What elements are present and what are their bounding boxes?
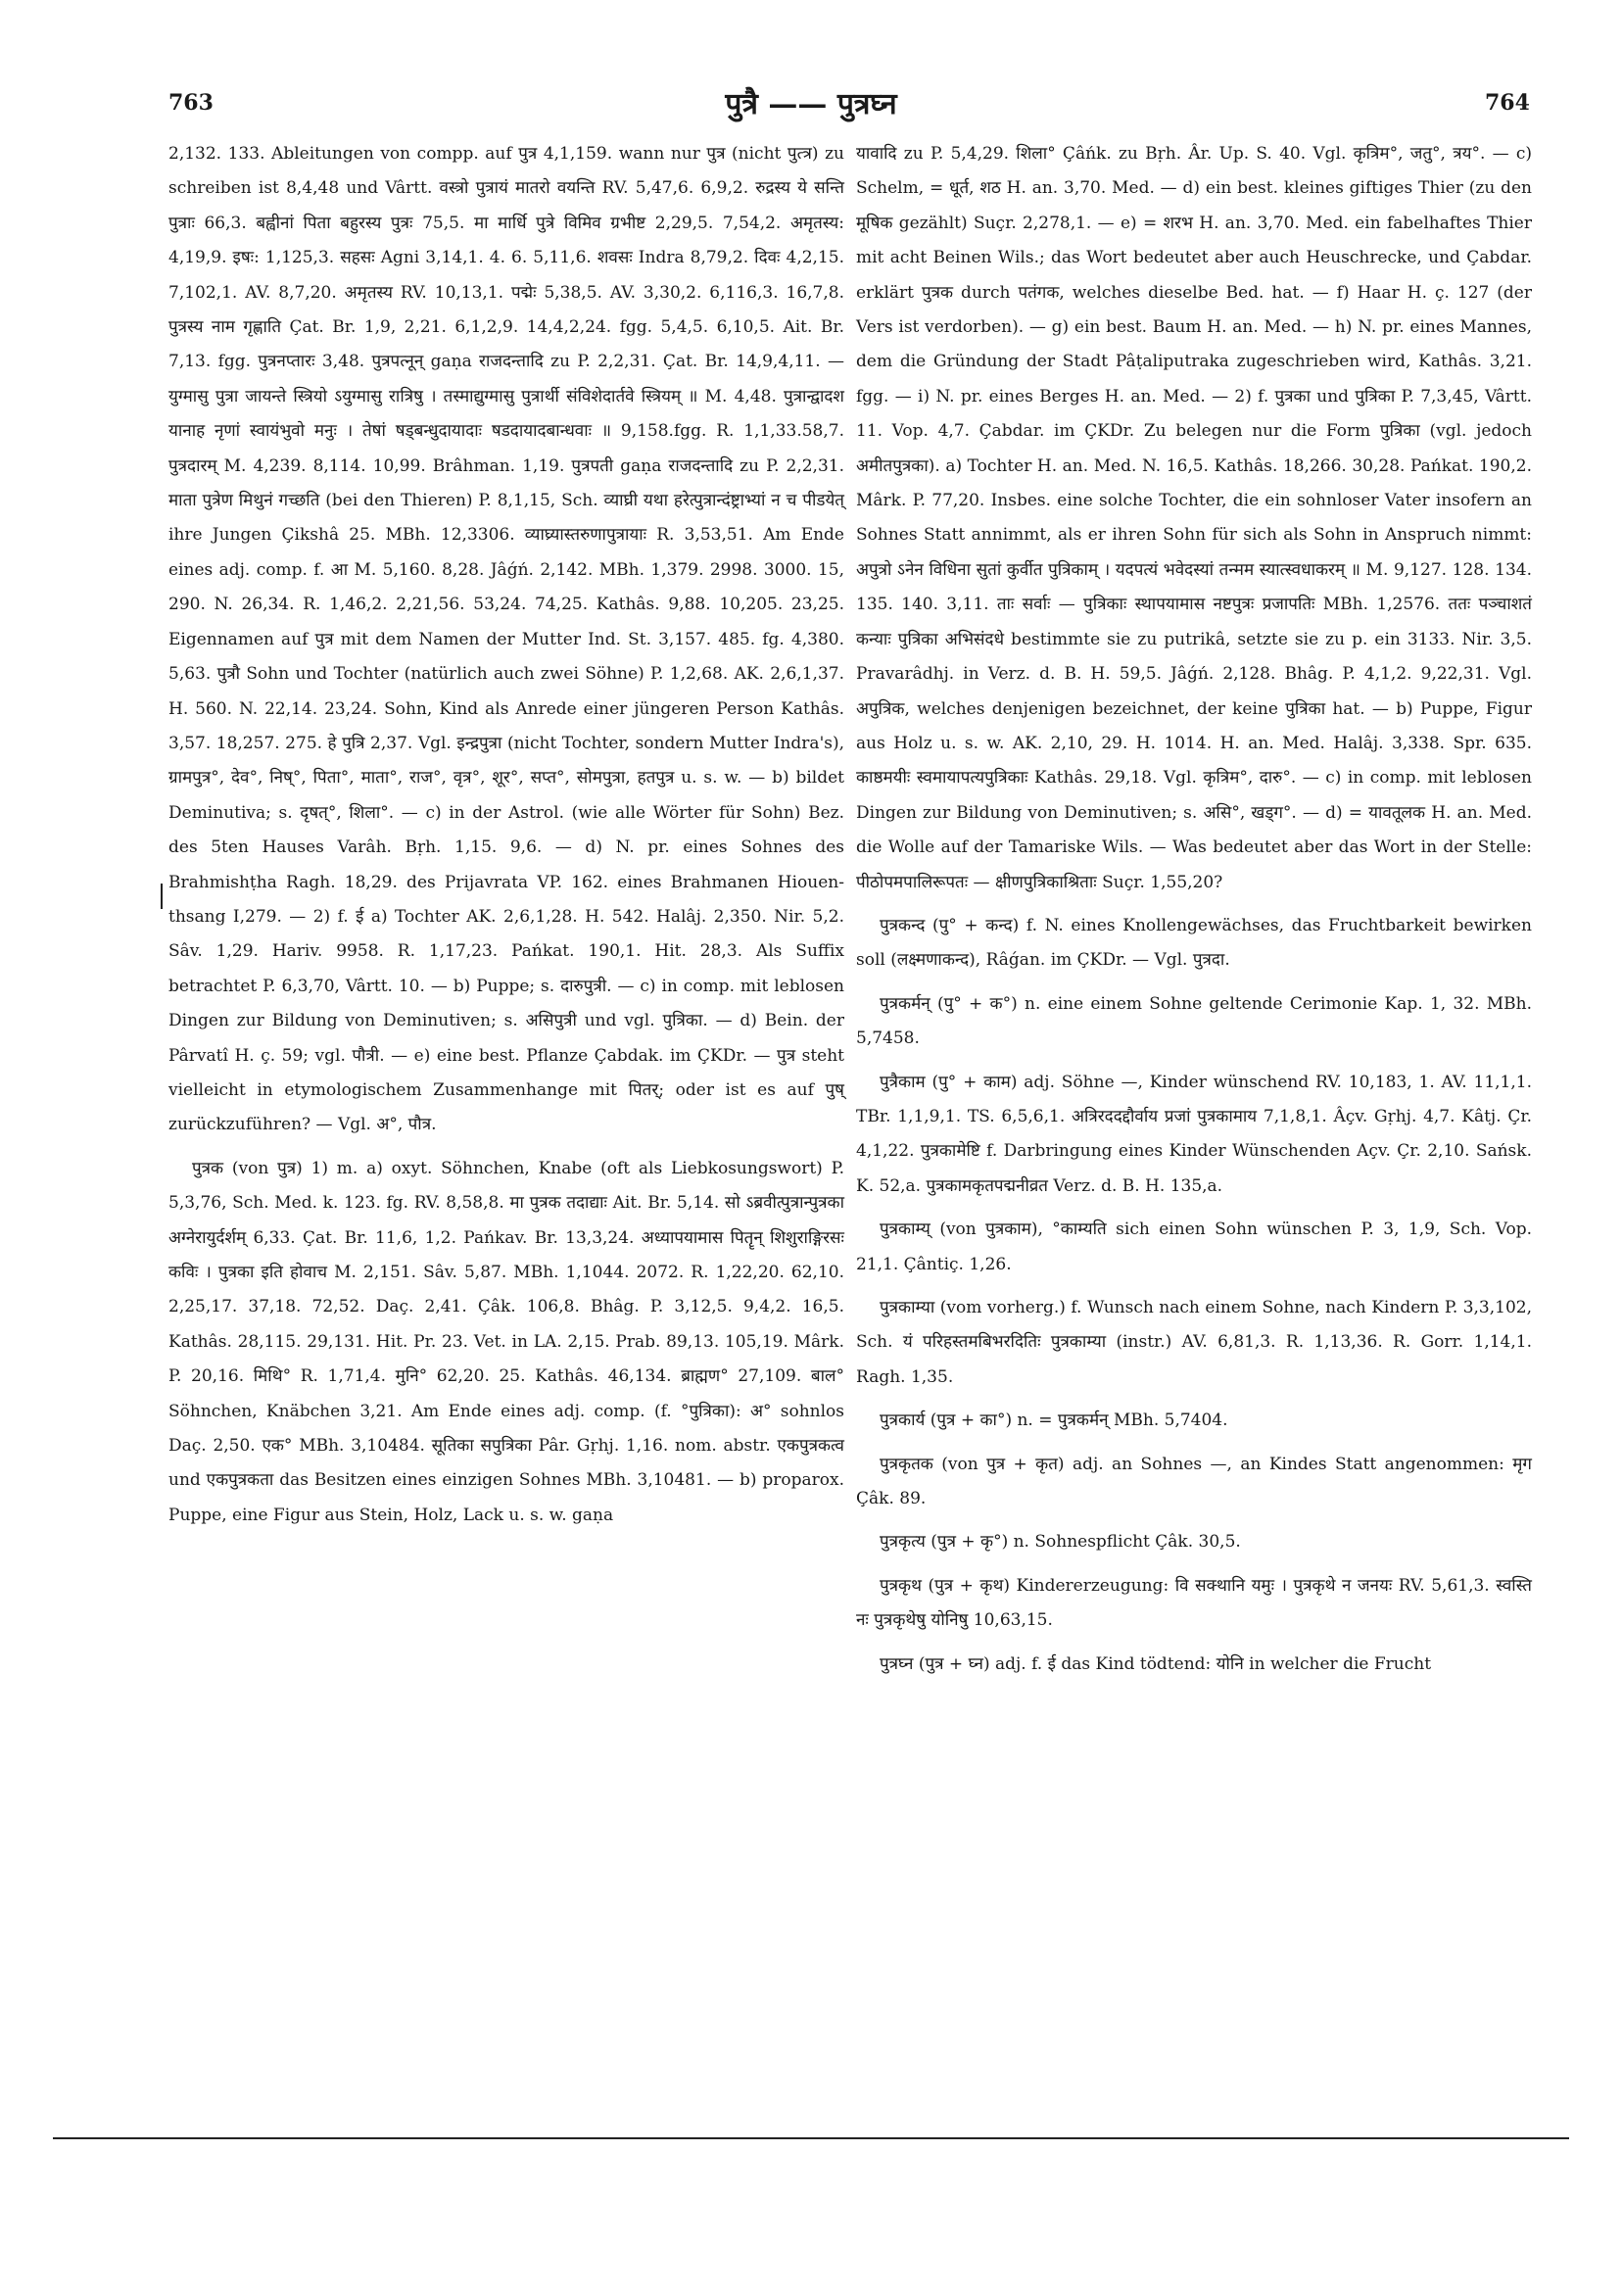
entry-putrakrtya: पुत्रकृत्य (पुत्र + कृ°) n. Sohnespflicht Çâk. 30,5. <box>880 1532 1241 1553</box>
page-number-left: 763 <box>168 90 214 116</box>
entry-putrakrtaka: पुत्रकृतक (von पुत्र + कृत) adj. an Sohnes —, an Kindes Statt angenommen: मृग Çâk. 89. <box>856 1454 1532 1509</box>
footer-rule <box>53 2137 1569 2139</box>
margin-mark <box>161 884 163 909</box>
entry-putrakarman: पुत्रकर्मन् (पु° + क°) n. eine einem Sohne geltende Cerimonie Kap. 1, 32. MBh. 5,7458. <box>856 993 1532 1049</box>
right-column <box>856 137 1532 1682</box>
entry-putrakrtha: पुत्रकृथ (पुत्र + कृथ) Kindererzeugung: वि सक्थानि यमुः । पुत्रकृथे न जनयः RV. 5,61,3. स्वस्ति नः पुत्रकृथेषु योनिषु 10,63,15. <box>856 1575 1532 1631</box>
entry-putraghna: पुत्रघ्न (पुत्र + घ्न) adj. f. ई das Kind tödtend: योनि in welcher die Frucht <box>880 1653 1432 1674</box>
entry-putraka: पुत्रक (von पुत्र) 1) m. a) oxyt. Söhnchen, Knabe (oft als Liebkosungswort) P. 5,3,76, Sch. Med. k. 123. fg. RV. 8,58,8. मा पुत्रक तदाद्याः Ait. Br. 5,14. सो ऽब्रवीत्पुत्रान्पुत्रका अग्नेरायुर्दर्शम् 6,33. Çat. Br. 11,6, 1,2. Pańkav. Br. 13,3,24. अध्यापयामास पितॄन् शिशुराङ्गिरसः कविः । पुत्रका इति होवाच M. 2,151. Sâv. 5,87. MBh. 1,1044. 2072. R. 1,22,20. 62,10. 2,25,17. 37,18. 72,52. Daç. 2,41. Çâk. 106,8. Bhâg. P. 3,12,5. 9,4,2. 16,5. Kathâs. 28,115. 29,131. Hit. Pr. 23. Vet. in LA. 2,15. Prab. 89,13. 105,19. Mârk. P. 20,16. मिथि° R. 1,71,4. मुनि° 62,20. 25. Kathâs. 46,134. ब्राह्मण° 27,109. बाल° Söhnchen, Knäbchen 3,21. Am Ende eines adj. comp. (f. °पुत्रिका): अ° sohnlos Daç. 2,50. एक° MBh. 3,10484. सूतिका सपुत्रिका Pâr. Gṛhj. 1,16. nom. abstr. एकपुत्रकत्व und एकपुत्रकता das Besitzen eines einzigen Sohnes MBh. 3,10481. — b) proparox. Puppe, eine Figur aus Stein, Holz, Lack u. s. w. gaṇa <box>168 1158 844 1525</box>
entry-putrakamya: पुत्रकाम्या (vom vorherg.) f. Wunsch nach einem Sohne, nach Kindern P. 3,3,102, Sch. यं परिहस्तमबिभरदितिः पुत्रकाम्या (instr.) AV. 6,81,3. R. 1,13,36. R. Gorr. 1,14,1. Ragh. 1,35. <box>856 1298 1532 1387</box>
left-column <box>168 137 844 1533</box>
entry-putrakarya: पुत्रकार्य (पुत्र + का°) n. = पुत्रकर्मन् MBh. 5,7404. <box>880 1411 1228 1431</box>
page-number-right: 764 <box>1485 90 1530 116</box>
running-head: पुत्रै —— पुत्रघ्न <box>725 87 897 121</box>
entry-putrakanda: पुत्रकन्द (पु° + कन्द) f. N. eines Knollengewächses, das Fruchtbarkeit bewirken soll (लक्ष्मणाकन्द), Râǵan. im ÇKDr. — Vgl. पुत्रदा. <box>856 915 1532 971</box>
entry-putrakamy: पुत्रकाम्य् (von पुत्रकाम), °काम्यति sich einen Sohn wünschen P. 3, 1,9, Sch. Vop. 21,1. Çântiç. 1,26. <box>856 1220 1532 1274</box>
entry-putrakama: पुत्रैकाम (पु° + काम) adj. Söhne —, Kinder wünschend RV. 10,183, 1. AV. 11,1,1. TBr. 1,1,9,1. TS. 6,5,6,1. अत्रिरददद्दौर्वाय प्रजां पुत्रकामाय 7,1,8,1. Âçv. Gṛhj. 4,7. Kâtj. Çr. 4,1,22. पुत्रकामेष्टि f. Darbringung eines Kinder Wünschenden Açv. Çr. 2,10. Sańsk. K. 52,a. पुत्रकामकृतपद्मनीव्रत Verz. d. B. H. 135,a. <box>856 1072 1532 1196</box>
entry-putra-continued: 2,132. 133. Ableitungen von compp. auf पुत्र 4,1,159. wann nur पुत्र (nicht पुत्त्र) zu schreiben ist 8,4,48 und Vârtt. वस्त्रो पुत्रायं मातरो वयन्ति RV. 5,47,6. 6,9,2. रुद्रस्य ये सन्ति पुत्राः 66,3. बह्वीनां पिता बहुरस्य पुत्रः 75,5. मा मार्धि पुत्रे विमिव ग्रभीष्ट 2,29,5. 7,54,2. अमृतस्य: 4,19,9. इषः: 1,125,3. सहसः Agni 3,14,1. 4. 6. 5,11,6. शवसः Indra 8,79,2. दिवः 4,2,15. 7,102,1. AV. 8,7,20. अमृतस्य RV. 10,13,1. पद्मेः 5,38,5. AV. 3,30,2. 6,116,3. 16,7,8. पुत्रस्य नाम गृह्णाति Çat. Br. 1,9, 2,21. 6,1,2,9. 14,4,2,24. fgg. 5,4,5. 6,10,5. Ait. Br. 7,13. fgg. पुत्रनप्तारः 3,48. पुत्रपत्नून् gaṇa राजदन्तादि zu P. 2,2,31. Çat. Br. 14,9,4,11. — युग्मासु पुत्रा जायन्ते स्त्रियो ऽयुग्मासु रात्रिषु । तस्माद्युग्मासु पुत्रार्थी संविशेदार्तवे स्त्रियम् ॥ M. 4,48. पुत्रान्द्वादश यानाह नृणां स्वायंभुवो मनुः । तेषां षड्बन्धुदायादाः षडदायादबान्धवाः ॥ 9,158.fgg. R. 1,1,33.58,7. पुत्रदारम् M. 4,239. 8,114. 10,99. Brâhman. 1,19. पुत्रपती gaṇa राजदन्तादि zu P. 2,2,31. माता पुत्रेण मिथुनं गच्छति (bei den Thieren) P. 8,1,15, Sch. व्याघ्री यथा हरेत्पुत्रान्दंष्ट्राभ्यां न च पीडयेत् ihre Jungen Çikshâ 25. MBh. 12,3306. व्याघ्र्यास्तरुणापुत्रायाः R. 3,53,51. Am Ende eines adj. comp. f. आ M. 5,160. 8,28. Jâǵń. 2,142. MBh. 1,379. 2998. 3000. 15, 290. N. 26,34. R. 1,46,2. 2,21,56. 53,24. 74,25. Kathâs. 9,88. 10,205. 23,25. Eigennamen auf पुत्र mit dem Namen der Mutter Ind. St. 3,157. 485. fg. 4,380. 5,63. पुत्रौ Sohn und Tochter (natürlich auch zwei Söhne) P. 1,2,68. AK. 2,6,1,37. H. 560. N. 22,14. 23,24. Sohn, Kind als Anrede einer jüngeren Person Kathâs. 3,57. 18,257. 275. हे पुत्रि 2,37. Vgl. इन्द्रपुत्रा (nicht Tochter, sondern Mutter Indra's), ग्रामपुत्र°, देव°, निष्°, पिता°, माता°, राज°, वृत्र°, शूर°, सप्त°, सोमपुत्रा, हतपुत्र u. s. w. — b) bildet Deminutiva; s. दृषत्°, शिला°. — c) in der Astrol. (wie alle Wörter für Sohn) Bez. des 5ten Hauses Varâh. Bṛh. 1,15. 9,6. — d) N. pr. eines Sohnes des Brahmishṭha Ragh. 18,29. des Prijavrata VP. 162. eines Brahmanen Hiouen-thsang I,279. — 2) f. ई a) Tochter AK. 2,6,1,28. H. 542. Halâj. 2,350. Nir. 5,2. Sâv. 1,29. Hariv. 9958. R. 1,17,23. Pańkat. 190,1. Hit. 28,3. Als Suffix betrachtet P. 6,3,70, Vârtt. 10. — b) Puppe; s. दारुपुत्री. — c) in comp. mit leblosen Dingen zur Bildung von Deminutiven; s. असिपुत्री und vgl. पुत्रिका. — d) Bein. der Pârvatî H. ç. 59; vgl. पौत्री. — e) eine best. Pflanze Çabdak. im ÇKDr. — पुत्र steht vielleicht in etymologischem Zusammenhange mit पितर्; oder ist es auf पुष् zurückzuführen? — Vgl. अ°, पौत्र. <box>168 144 844 1135</box>
entry-putraka-continued: यावादि zu P. 5,4,29. शिला° Çâńk. zu Bṛh. Âr. Up. S. 40. Vgl. कृत्रिम°, जतु°, त्रय°. — c) Schelm, = धूर्त, शठ H. an. 3,70. Med. — d) ein best. kleines giftiges Thier (zu den मूषिक gezählt) Suçr. 2,278,1. — e) = शरभ H. an. 3,70. Med. ein fabelhaftes Thier mit acht Beinen Wils.; das Wort bedeutet aber auch Heuschrecke, und Çabdar. erklärt पुत्रक durch पतंगक, welches dieselbe Bed. hat. — f) Haar H. ç. 127 (der Vers ist verdorben). — g) ein best. Baum H. an. Med. — h) N. pr. eines Mannes, dem die Gründung der Stadt Pâṭaliputraka zugeschrieben wird, Kathâs. 3,21. fgg. — i) N. pr. eines Berges H. an. Med. — 2) f. पुत्रका und पुत्रिका P. 7,3,45, Vârtt. 11. Vop. 4,7. Çabdar. im ÇKDr. Zu belegen nur die Form पुत्रिका (vgl. jedoch अमीतपुत्रका). a) Tochter H. an. Med. N. 16,5. Kathâs. 18,266. 30,28. Pańkat. 190,2. Mârk. P. 77,20. Insbes. eine solche Tochter, die ein sohnloser Vater insofern an Sohnes Statt annimmt, als er ihren Sohn für sich als Sohn in Anspruch nimmt: अपुत्रो ऽनेन विधिना सुतां कुर्वीत पुत्रिकाम् । यदपत्यं भवेदस्यां तन्मम स्यात्स्वधाकरम् ॥ M. 9,127. 128. 134. 135. 140. 3,11. ताः सर्वाः — पुत्रिकाः स्थापयामास नष्टपुत्रः प्रजापतिः MBh. 1,2576. ततः पञ्चाशतं कन्याः पुत्रिका अभिसंदधे bestimmte sie zu putrikâ, setzte sie zu p. ein 3133. Nir. 3,5. Pravarâdhj. in Verz. d. B. H. 59,5. Jâǵń. 2,128. Bhâg. P. 4,1,2. 9,22,31. Vgl. अपुत्रिक, welches denjenigen bezeichnet, der keine पुत्रिका hat. — b) Puppe, Figur aus Holz u. s. w. AK. 2,10, 29. H. 1014. H. an. Med. Halâj. 3,338. Spr. 635. काष्ठमयीः स्वमायापत्यपुत्रिकाः Kathâs. 29,18. Vgl. कृत्रिम°, दारु°. — c) in comp. mit leblosen Dingen zur Bildung von Deminutiven; s. असि°, खड्ग°. — d) = यावतूलक H. an. Med. die Wolle auf der Tamariske Wils. — Was bedeutet aber das Wort in der Stelle: पीठोपमपालिरूपतः — क्षीणपुत्रिकाश्रिताः Suçr. 1,55,20? <box>856 144 1532 892</box>
